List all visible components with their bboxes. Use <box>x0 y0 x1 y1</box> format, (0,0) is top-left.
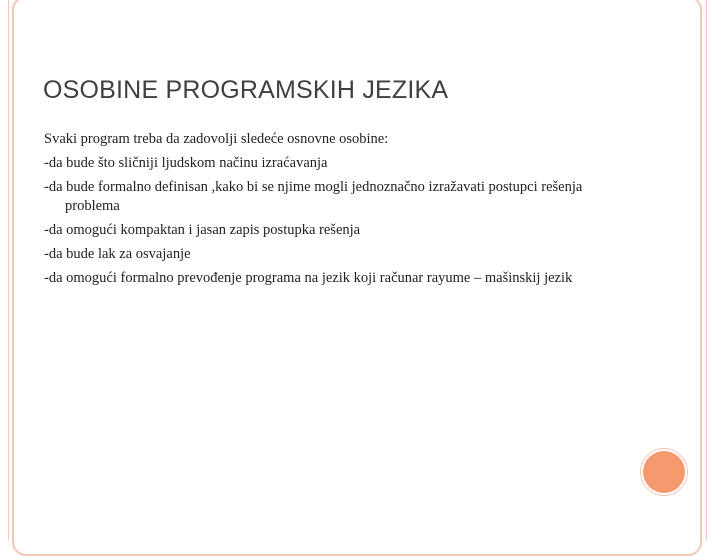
slide-title: OSOBINE PROGRAMSKIH JEZIKA <box>43 76 449 104</box>
body-paragraph-human-like: -da bude što sličniji ljudskom načinu izraćavanja <box>44 155 328 171</box>
slide-body <box>44 130 604 293</box>
frame-right-line <box>706 0 707 540</box>
body-paragraph-easy-to-learn: -da bude lak za osvajanje <box>44 246 191 262</box>
body-paragraph-formal-definition: -da bude formalno definisan ,kako bi se njime mogli jednoznačno izražavati postupci rešenja problema <box>44 179 583 214</box>
body-paragraph-translation: -da omogući formalno prevođenje programa na jezik koji računar rayume – mašinskij jezik <box>44 270 573 286</box>
decorative-circle <box>643 451 685 493</box>
frame-left-line <box>8 0 9 540</box>
body-paragraph-compact-notation: -da omogući kompaktan i jasan zapis postupka rešenja <box>44 222 361 238</box>
body-paragraph-intro: Svaki program treba da zadovolji sledeće osnovne osobine: <box>44 131 389 147</box>
